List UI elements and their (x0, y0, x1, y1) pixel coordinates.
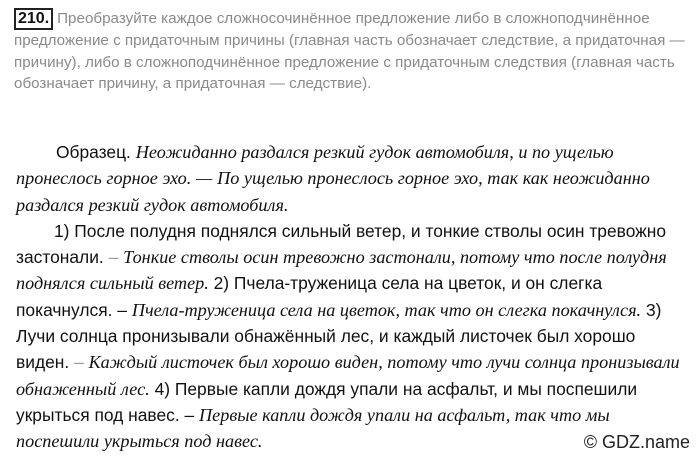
exercise-number: 210. (14, 8, 53, 30)
item-1-dash: – (108, 247, 119, 268)
item-2-dash: – (117, 299, 127, 320)
item-2-result: Пчела-труженица села на цветок, так что он слегка покачнулся. (131, 299, 642, 320)
item-3-result: Каждый листочек был хорошо виден, потому что лучи солнца пронизывали обнаженный лес. (16, 352, 680, 399)
answers-paragraph (16, 218, 684, 455)
item-3-dash: – (74, 352, 84, 373)
item-4-result: Первые капли дождя упали на асфальт, так что мы поспешили укрыться под навес. (16, 404, 610, 452)
sample-label: Образец. (56, 142, 131, 162)
answer-block (16, 139, 684, 455)
gdz-watermark: © GDZ.name (583, 432, 690, 452)
item-4-source: 4) Первые капли дождя упали на асфальт, и мы поспешили укрыться под навес. (16, 378, 638, 425)
sample-result-sentence: По ущелью пронеслось горное эхо, так как неожиданно раздался резкий гудок автомобиля. (16, 168, 650, 215)
exercise-instruction-block (14, 8, 686, 95)
item-2-source: 2) Пчела-труженица села на цветок, и он слегка покачнулся. (16, 273, 603, 320)
item-1-source: 1) После полудня поднялся сильный ветер, и тонкие стволы осин тревожно застонали. (16, 220, 667, 268)
sample-paragraph (16, 139, 684, 218)
exercise-instruction-text: Преобразуйте каждое сложносочинённое предложение либо в сложноподчинённое предложение с придаточным причины (главная часть обозначает следствие, а придаточная — причину), либо в сложноподчинённое предложение с придаточным следствия (главная часть обозначает причину, а придаточная — следствие). (14, 10, 685, 92)
sample-source-sentence: Неожиданно раздался резкий гудок автомобиля, и по ущелью пронеслось горное эхо. (16, 142, 614, 189)
item-1-result: Тонкие стволы осин тревожно застонали, потому что после полудня поднялся сильный ветер. (16, 247, 667, 294)
item-4-dash: – (184, 404, 195, 425)
item-3-source: 3) Лучи солнца пронизывали обнажённый лес, и каждый листочек был хорошо виден. (16, 299, 662, 373)
sample-dash: — (196, 168, 213, 189)
